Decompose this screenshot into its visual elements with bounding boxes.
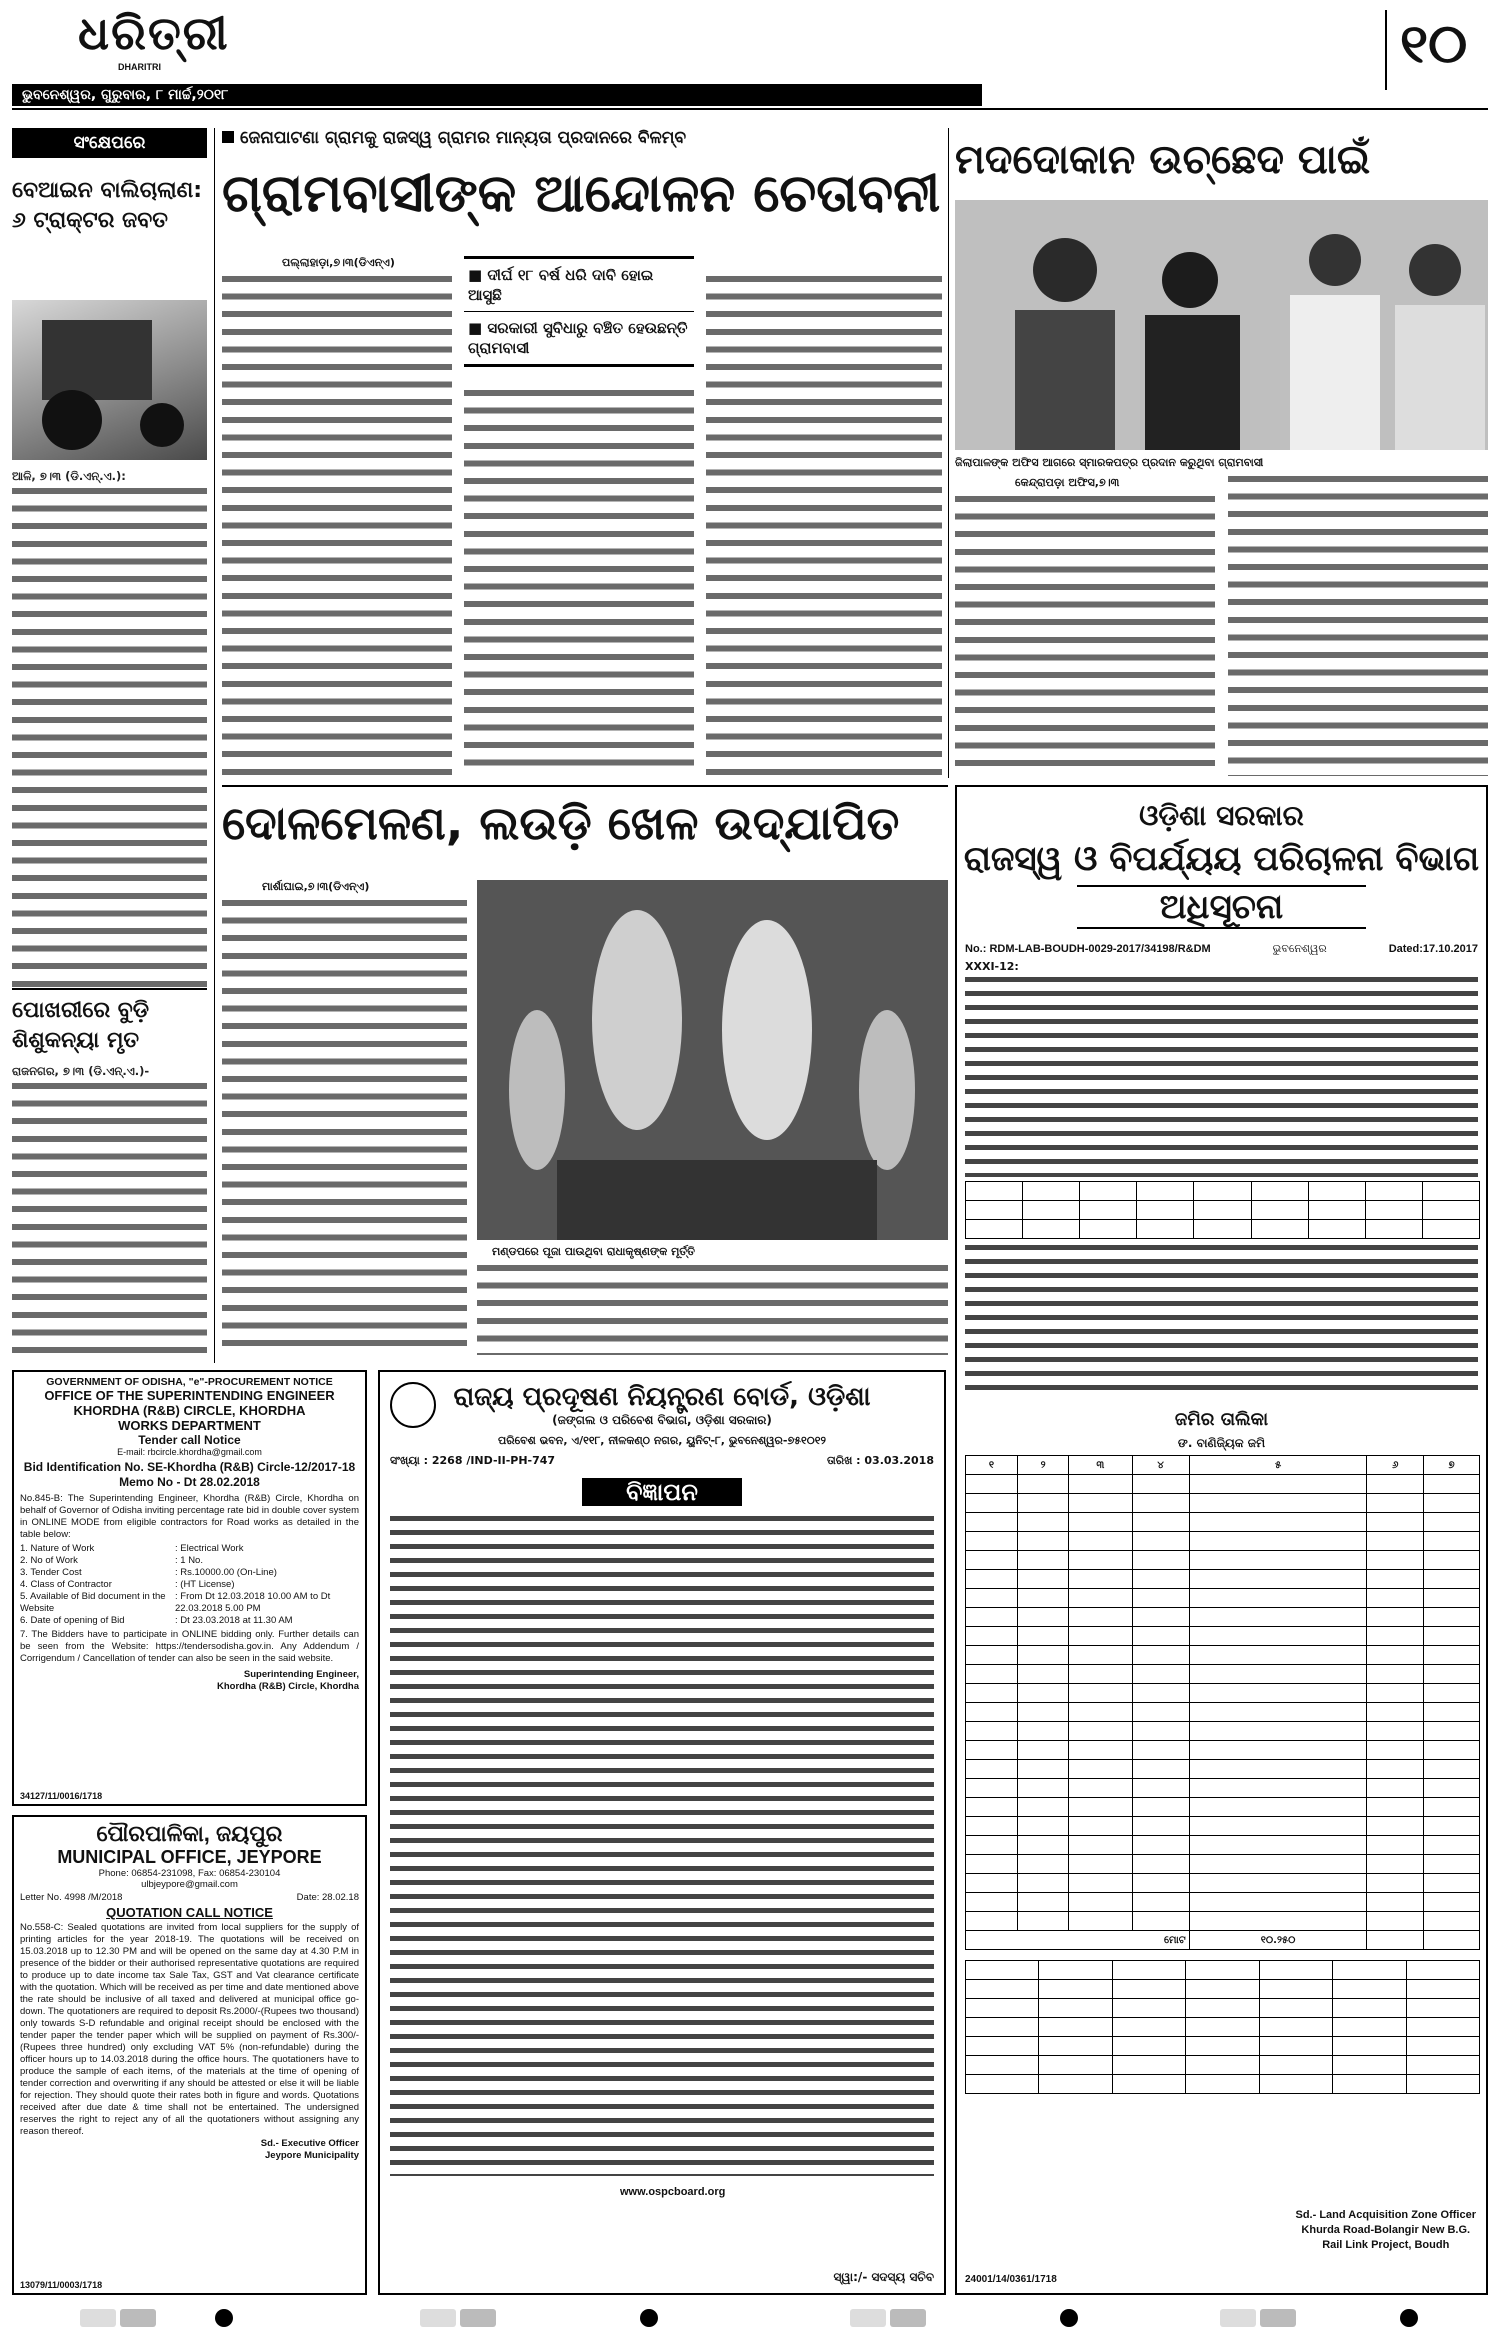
land-total-value: ୧୦.୨୫୦ bbox=[1189, 1931, 1367, 1950]
jeypore-notice bbox=[12, 1815, 367, 2295]
petition-story bbox=[955, 128, 1488, 778]
ospcb-ref: ସଂଖ୍ୟା : 2268 /IND-II-PH-747 bbox=[390, 1454, 556, 1467]
lead-byline: ପଲ୍ଲାହାଡ଼ା,୭।୩(ଡିଏନ୍‌ଏ) bbox=[282, 256, 395, 269]
tender-rows bbox=[20, 1543, 359, 1627]
ospcb-notice bbox=[378, 1370, 946, 2295]
rdm-title: ଅଧିସୂଚନା bbox=[1077, 885, 1366, 929]
people-icon bbox=[955, 200, 1488, 450]
tender-circle: KHORDHA (R&B) CIRCLE, KHORDHA bbox=[73, 1403, 306, 1418]
tender-row bbox=[20, 1579, 359, 1591]
brief-column bbox=[12, 128, 207, 1363]
festival-byline: ମାର୍ଶାଘାଇ,୭।୩(ଡିଏନ୍‌ଏ) bbox=[262, 880, 370, 893]
petition-photo bbox=[955, 200, 1488, 450]
jeypore-title: MUNICIPAL OFFICE, JEYPORE bbox=[57, 1847, 322, 1867]
tender-row-value: : Rs.10000.00 (On-Line) bbox=[175, 1567, 277, 1578]
tender-note: 7. The Bidders have to participate in ONLINE bidding only. Further details can be seen from the Website: https://tendersodisha.gov.in. Any Addendum / Corrigendum / Cancellation of tender can also be seen in the said website. bbox=[20, 1629, 359, 1664]
tender-intro: No.845-B: The Superintending Engineer, Khordha (R&B) Circle, Khordha on behalf of Governor of Odisha inviting percentage rate bid in double cover system in ONLINE MODE from eligible contractors for Road works as detailed in the table below: bbox=[20, 1493, 359, 1540]
ospcb-web: www.ospcboard.org bbox=[620, 2186, 726, 2198]
rdm-dept: ରାଜସ୍ୱ ଓ ବିପର୍ଯ୍ୟୟ ପରିଚାଳନା ବିଭାଗ bbox=[963, 839, 1480, 879]
rdm-gov: ଓଡ଼ିଶା ସରକାର bbox=[1139, 799, 1304, 832]
masthead bbox=[0, 0, 1500, 120]
tender-sign-2: Khordha (R&B) Circle, Khordha bbox=[217, 1681, 359, 1692]
tender-gov: GOVERNMENT OF ODISHA, "e"-PROCUREMENT NOTICE bbox=[46, 1376, 333, 1388]
ospcb-addr: ପରିବେଶ ଭବନ, ଏ/୧୧୮, ନୀଳକଣ୍ଠ ନଗର, ୟୁନିଟ୍-୮, ଭୁବନେଶ୍ୱର-୭୫୧୦୧୨ bbox=[498, 1434, 826, 1447]
land-table: ୧ ୨ ୩ ୪ ୫ ୬ ୭ ମୋଟ ୧୦.୨୫୦ bbox=[965, 1455, 1480, 1950]
tender-row-value: : 1 No. bbox=[175, 1555, 203, 1566]
tender-row-key: 4. Class of Contractor bbox=[20, 1579, 112, 1590]
jeypore-phone: Phone: 06854-231098, Fax: 06854-230104 bbox=[98, 1868, 281, 1879]
pull-quote-1: ■ ଦୀର୍ଘ ୧୮ ବର୍ଷ ଧରି ଦାବି ହୋଇ ଆସୁଛି bbox=[464, 256, 694, 312]
footer-marks bbox=[0, 2300, 1500, 2335]
petition-byline: କେନ୍ଦ୍ରାପଡ଼ା ଅଫିସ,୭।୩ bbox=[1015, 476, 1120, 489]
jeypore-odia: ପୌରପାଳିକା, ଜୟପୁର bbox=[96, 1821, 283, 1846]
tender-row-value: : (HT License) bbox=[175, 1579, 235, 1590]
tender-row-value: : From Dt 12.03.2018 10.00 AM to Dt 22.03.2018 5.00 PM bbox=[175, 1591, 331, 1614]
register-mark-icon bbox=[1400, 2309, 1418, 2327]
brief-headline-2: ପୋଖରୀରେ ବୁଡ଼ି ଶିଶୁକନ୍ୟା ମୃତ bbox=[12, 998, 150, 1053]
ospcb-heading: ବିଜ୍ଞାପନ bbox=[582, 1478, 742, 1506]
tender-notice bbox=[12, 1370, 367, 1806]
lead-story bbox=[222, 128, 942, 778]
jeypore-heading: QUOTATION CALL NOTICE bbox=[106, 1905, 273, 1920]
lead-headline: ଗ୍ରାମବାସୀଙ୍କ ଆନ୍ଦୋଳନ ଚେତାବନୀ bbox=[222, 164, 941, 224]
petition-headline: ମଦଦୋକାନ ଉଚ୍ଛେଦ ପାଇଁ bbox=[955, 137, 1371, 183]
land-total-label: ମୋଟ bbox=[966, 1931, 1190, 1950]
tender-dept: WORKS DEPARTMENT bbox=[118, 1418, 261, 1433]
tender-row-key: 2. No of Work bbox=[20, 1555, 78, 1566]
tender-row bbox=[20, 1543, 359, 1555]
jeypore-email: ulbjeypore@gmail.com bbox=[141, 1879, 238, 1890]
ospcb-date: ତାରିଖ : 03.03.2018 bbox=[827, 1454, 934, 1467]
rdm-place: ଭୁବନେଶ୍ୱର bbox=[1272, 943, 1327, 955]
tender-row-key: 5. Available of Bid document in the Website bbox=[20, 1591, 166, 1614]
ospcb-title: ରାଜ୍ୟ ପ୍ରଦୂଷଣ ନିୟନ୍ତ୍ରଣ ବୋର୍ଡ, ଓଡ଼ିଶା bbox=[453, 1382, 871, 1412]
register-mark-icon bbox=[1060, 2309, 1078, 2327]
brief-byline-2: ରାଜନଗର, ୭।୩ (ଡି.ଏନ୍.ଏ.)- bbox=[12, 1064, 150, 1078]
ospcb-sub: (ଜଙ୍ଗଲ ଓ ପରିବେଶ ବିଭାଗ, ଓଡ଼ିଶା ସରକାର) bbox=[552, 1413, 772, 1427]
tender-code: 34127/11/0016/1718 bbox=[20, 1791, 103, 1801]
tender-row-key: 3. Tender Cost bbox=[20, 1567, 82, 1578]
page-number: ୧୦ bbox=[1400, 12, 1468, 75]
dateline: ଭୁବନେଶ୍ୱର, ଗୁରୁବାର, ୮ ମାର୍ଚ୍ଚ,୨୦୧୮ bbox=[12, 84, 982, 106]
schedule-label: ଙ. ବାଣିଜ୍ୟିକ ଜମି bbox=[1177, 1436, 1266, 1450]
jeypore-body: No.558-C: Sealed quotations are invited from local suppliers for the supply of printing articles for the year 2018-19. The quotations will be received on 15.03.2018 up to 12.30 PM and will be opened on the same day at 4.30 P.M in presence of the bidder or their authorised representative quotations are required to produce up to date income tax Sale Tax, GST and Vat clearance certificate with the quotation. Which will be received as per time and date mentioned above the rate should be inclusive of all taxed and delivered at municipal office go-down. The quotationers are required to deposit Rs.2000/-(Rupees two thousand) only towards S-D refundable and original receipt should be enclosed with the tender paper the tender paper which will be supplied on payment of Rs.300/-(Rupees three hundred) only excluding VAT 5% (non-refundable) during the officer hours up to 14.03.2018 during the office hours. The quotationers have to produce the sample of each items, of the materials at the time of opening of tender correction and overwriting if any should be attested or else it will be liable for rejection. They should quote their rates both in figure and words. Quotations received after due date & time shall not be entertained. The undersigned reserves the right to reject any of all the quotationers without assigning any reason thereof. bbox=[20, 1922, 359, 2137]
tender-row bbox=[20, 1555, 359, 1567]
festival-caption: ମଣ୍ଡପରେ ପୂଜା ପାଉଥିବା ରାଧାକୃଷ୍ଣଙ୍କ ମୂର୍ତ୍ତି bbox=[492, 1245, 695, 1258]
ospcb-sign: ସ୍ୱା:/- ସଦସ୍ୟ ସଚିବ bbox=[833, 2270, 934, 2284]
tender-bid: Bid Identification No. SE-Khordha (R&B) Circle-12/2017-18 Memo No - Dt 28.02.2018 bbox=[23, 1460, 356, 1489]
festival-headline: ଦୋଳମେଳଣ, ଲଉଡ଼ି ଖେଳ ଉଦ୍‌ଯାପିତ bbox=[222, 796, 900, 850]
jeypore-sign-2: Jeypore Municipality bbox=[265, 2150, 359, 2161]
rdm-dated: Dated:17.10.2017 bbox=[1388, 943, 1478, 955]
tender-sign: Superintending Engineer, bbox=[243, 1669, 359, 1680]
tender-row bbox=[20, 1615, 359, 1627]
masthead-logo: ଧରିତ୍ରୀ bbox=[78, 6, 230, 60]
tender-row-value: : Electrical Work bbox=[175, 1543, 244, 1554]
rdm-sign: Sd.- Land Acquisition Zone Officer bbox=[1295, 2209, 1476, 2221]
jeypore-letter: Letter No. 4998 /M/2018 bbox=[20, 1892, 123, 1903]
tender-office: OFFICE OF THE SUPERINTENDING ENGINEER bbox=[44, 1388, 335, 1403]
rdm-sign-3: Rail Link Project, Boudh bbox=[1322, 2239, 1450, 2251]
tractor-photo bbox=[12, 300, 207, 460]
tender-row-value: : Dt 23.03.2018 at 11.30 AM bbox=[175, 1615, 293, 1626]
rdm-sign-2: Khurda Road-Bolangir New B.G. bbox=[1301, 2224, 1471, 2236]
ospcb-logo-icon bbox=[390, 1382, 436, 1428]
masthead-logo-sub: DHARITRI bbox=[118, 62, 161, 72]
petition-caption: ଜିଲାପାଳଙ୍କ ଅଫିସ ଆଗରେ ସ୍ମାରକପତ୍ର ପ୍ରଦାନ କରୁଥିବା ଗ୍ରାମବାସୀ bbox=[955, 456, 1264, 469]
register-mark-icon bbox=[640, 2309, 658, 2327]
tender-row bbox=[20, 1591, 359, 1615]
tender-row-key: 1. Nature of Work bbox=[20, 1543, 95, 1554]
tender-row bbox=[20, 1567, 359, 1579]
tender-email: E-mail: rbcircle.khordha@gmail.com bbox=[117, 1447, 262, 1457]
brief-headline-1: ବେଆଇନ ବାଲିଚାଲାଣ: ୬ ଟ୍ରାକ୍ଟର ଜବତ bbox=[12, 178, 203, 233]
brief-label: ସଂକ୍ଷେପରେ bbox=[12, 128, 207, 158]
jeypore-code: 13079/11/0003/1718 bbox=[20, 2280, 103, 2290]
lead-kicker: ଜେନାପାଟଣା ଗ୍ରାମକୁ ରାଜସ୍ୱ ଗ୍ରାମର ମାନ୍ୟତା ପ୍ରଦାନରେ ବିଳମ୍ବ bbox=[222, 128, 942, 148]
festival-photo bbox=[477, 880, 948, 1240]
land-table-label: ଜମିର ତାଲିକା bbox=[1174, 1409, 1269, 1430]
idol-icon bbox=[477, 880, 948, 1240]
rdm-xxxi: XXXI-12: bbox=[965, 960, 1019, 973]
brief-byline-1: ଆଳି, ୭।୩ (ଡି.ଏନ୍.ଏ.): bbox=[12, 469, 126, 483]
jeypore-date: Date: 28.02.18 bbox=[296, 1892, 359, 1903]
tender-subtitle: Tender call Notice bbox=[138, 1433, 241, 1447]
rdm-notice bbox=[955, 785, 1488, 2295]
jeypore-sign: Sd.- Executive Officer bbox=[260, 2138, 359, 2149]
festival-story bbox=[222, 790, 948, 1360]
rdm-code: 24001/14/0361/1718 bbox=[965, 2274, 1057, 2285]
pull-quote-2: ■ ସରକାରୀ ସୁବିଧାରୁ ବଞ୍ଚିତ ହେଉଛନ୍ତି ଗ୍ରାମବାସୀ bbox=[464, 312, 694, 367]
register-mark-icon bbox=[215, 2309, 233, 2327]
tender-row-key: 6. Date of opening of Bid bbox=[20, 1615, 125, 1626]
tractor-icon bbox=[12, 300, 207, 460]
rdm-number: No.: RDM-LAB-BOUDH-0029-2017/34198/R&DM bbox=[965, 943, 1211, 955]
